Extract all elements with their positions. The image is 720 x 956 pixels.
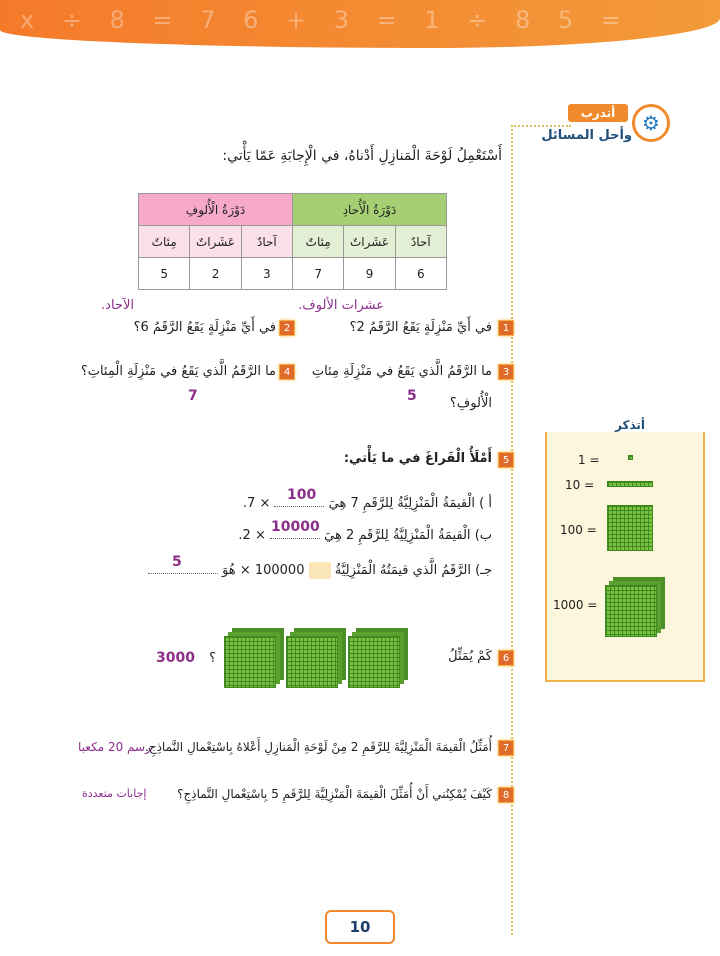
place-value-table [138,193,447,290]
answer-blank [270,538,320,539]
gears-icon: ⚙ [632,104,670,142]
part-label: جـ) [475,563,492,578]
question-number-badge: 6 [498,650,514,666]
part-tail: × 2. [238,528,266,543]
section-title: أتدرب [568,104,628,122]
section-subtitle: وأحل المسائل [541,128,632,143]
question-5a-answer: 100 [287,487,317,503]
section-divider [511,125,513,935]
question-number-badge: 1 [498,320,514,336]
question-number-badge: 4 [279,364,295,380]
digit-cell: 9 [344,258,395,290]
question-8-answer: إجابات متعددة [82,787,147,800]
remember-box [545,432,705,682]
part-label: أ ) [479,496,492,511]
remember-title: أتذكر [615,418,645,432]
column-header: آحادٌ [395,226,446,258]
thousand-cube-icon [348,636,400,688]
section-divider-top [511,125,571,127]
question-6-answer-wrap [156,650,216,666]
math-symbols-decoration: x ÷ 8 = 7 6 + 3 = 1 ÷ 8 5 = [20,6,631,34]
answer-blank [274,506,324,507]
header-banner [0,0,720,48]
part-mid: 100000 × [239,563,305,578]
column-header: عَشَراتٌ [344,226,395,258]
thousand-cube-icon [286,636,338,688]
question-2-text: في أَيِّ مَنْزِلَةٍ يَقَعُ الرَّقَمُ 6؟ [133,320,276,335]
question-4-text: ما الرَّقَمُ الَّذي يَقَعُ في مَنْزِلَةِ الْمِئاتِ؟ [80,364,276,379]
digit-cell: 7 [293,258,344,290]
part-tail: × 7. [242,496,271,511]
question-5b-answer: 10000 [271,519,320,535]
column-header: آحادٌ [241,226,292,258]
question-number-badge: 3 [498,364,514,380]
part-text: الْقيمَةُ الْمَنْزِلِيَّةُ لِلرَّقَمِ 2 هِيَ [324,528,471,543]
column-header: مِئاتٌ [293,226,344,258]
remember-item-1: 1 = [578,453,600,467]
question-6-answer: 3000 [156,650,195,666]
question-7-text: أُمَثِّلُ الْقيمَةَ الْمَنْزِلِيَّةَ لِلرَّقَمِ 2 مِنْ لَوْحَةِ الْمَنازِلِ أَعْلاهُ بِاسْتِعْمالِ النَّماذِجِ. [145,740,492,754]
question-8-text: كَيْفَ يُمْكِنُني أَنْ أُمَثِّلَ الْقيمَةَ الْمَنْزِلِيَّةَ لِلرَّقَمِ 5 بِاسْتِعْمالِ النَّماذِجِ؟ [177,787,492,801]
period-ones: دَوْرَةُ الْأُحادِ [293,194,447,226]
digit-cell: 2 [190,258,241,290]
column-header: مِئاتٌ [139,226,190,258]
question-1-text: في أَيِّ مَنْزِلَةٍ يَقَعُ الرَّقَمُ 2؟ [349,320,492,335]
highlighted-box [309,562,331,579]
thousand-cube-icon [605,585,657,637]
question-number-badge: 2 [279,320,295,336]
digit-cell: 3 [241,258,292,290]
question-3-text: ما الرَّقَمُ الَّذي يَقَعُ في مَنْزِلَةِ مِئاتِ [311,364,492,379]
page-number: 10 [325,910,395,944]
part-text: الرَّقَمُ الَّذي قيمَتُهُ الْمَنْزِلِيَّةُ [334,563,471,578]
instruction: أَسْتَعْمِلُ لَوْحَةَ الْمَنازِلِ أَدْناهُ، في الْإِجابَةِ عَمّا يَأْتي: [222,148,502,164]
question-6-text: كَمْ يُمَثِّلُ [448,649,492,664]
remember-item-10: 10 = [565,478,595,492]
question-number-badge: 5 [498,452,514,468]
part-text: الْقيمَةُ الْمَنْزِلِيَّةُ لِلرَّقَمِ 7 هِيَ [328,496,476,511]
question-7-answer: رسم 20 مكعبا [78,740,151,754]
question-5-text: أَمْلَأُ الْفَراغَ في ما يَأْتي: [343,451,492,466]
question-2-answer: الآحاد. [101,298,134,313]
part-tail: هُوَ [222,563,236,578]
answer-blank [148,573,218,574]
question-4-answer: 7 [188,388,198,404]
unit-cube-icon [628,455,633,460]
question-3-answer: 5 [407,388,417,404]
question-5a [243,496,492,511]
question-number-badge: 7 [498,740,514,756]
flat-icon [607,505,653,551]
digit-cell: 6 [395,258,446,290]
remember-item-100: 100 = [560,523,597,537]
question-1-answer: عشرات الألوف. [298,298,384,313]
rod-icon [607,481,653,487]
column-header: عَشَراتٌ [190,226,241,258]
period-thousands: دَوْرَةُ الْأُلوفِ [139,194,293,226]
remember-item-1000: 1000 = [553,598,598,612]
part-label: ب) [474,528,492,543]
question-5c [148,562,492,579]
question-5c-answer: 5 [172,554,182,570]
thousand-cube-icon [224,636,276,688]
question-mark: ؟ [209,651,217,666]
question-number-badge: 8 [498,787,514,803]
digit-cell: 5 [139,258,190,290]
question-3-text-line2: الْأُلوفِ؟ [449,396,492,411]
